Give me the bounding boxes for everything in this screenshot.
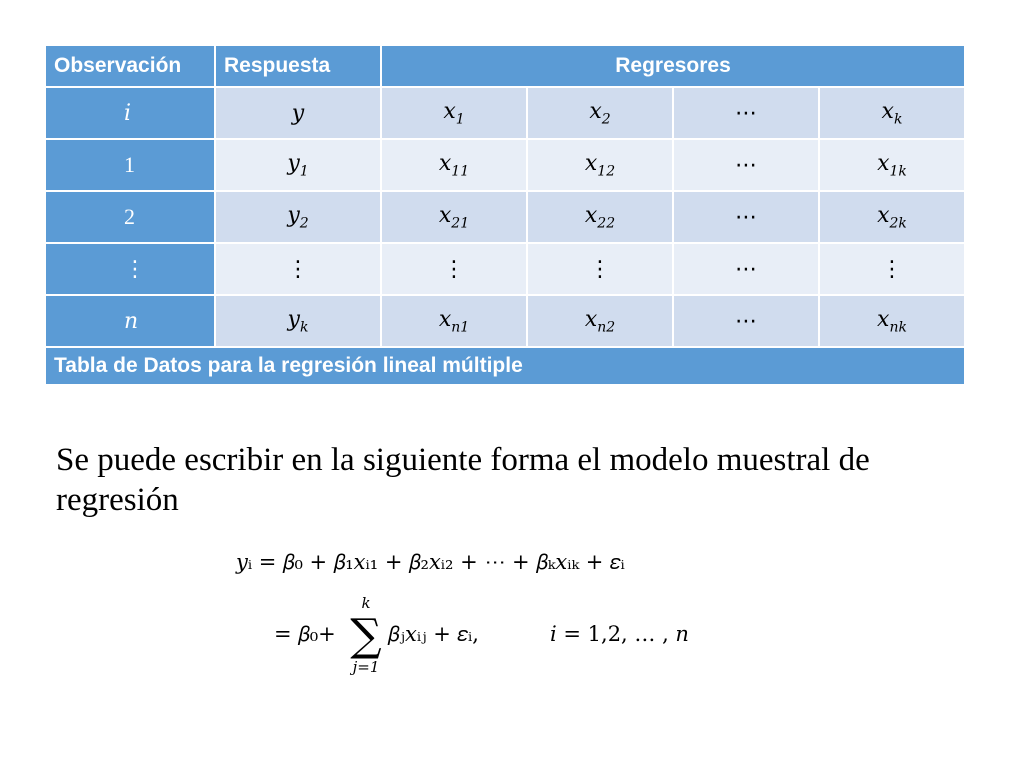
cell-ellipsis: ⋯ — [673, 295, 819, 347]
row-index: n — [45, 295, 215, 347]
cell-x1: $x_{21}$ — [381, 191, 527, 243]
cell-y: $y_2$ — [215, 191, 381, 243]
summation-lower-limit: j=1 — [352, 658, 380, 676]
cell-xk: $x_{2k}$ — [819, 191, 965, 243]
cell-ellipsis: ⋯ — [673, 243, 819, 295]
cell-x1: ⋮ — [381, 243, 527, 295]
table-row — [45, 295, 965, 347]
header-observacion: Observación — [45, 45, 215, 87]
cell-xk: $x_{1k}$ — [819, 139, 965, 191]
row-index: ⋮ — [45, 243, 215, 295]
summation-upper-limit: k — [361, 594, 371, 612]
regression-data-table — [44, 44, 966, 386]
cell-y: $y_1$ — [215, 139, 381, 191]
equation-index-range: 𝑖 = 1,2, … , 𝑛 — [550, 622, 689, 646]
cell-x2: $x_2$ — [527, 87, 673, 139]
cell-x2: $x_{22}$ — [527, 191, 673, 243]
cell-x1: $x_{n1}$ — [381, 295, 527, 347]
cell-ellipsis: ⋯ — [673, 139, 819, 191]
table-caption-row — [45, 347, 965, 385]
table-row — [45, 87, 965, 139]
cell-x2: $x_{12}$ — [527, 139, 673, 191]
summation-symbol: ∑ — [350, 610, 382, 661]
cell-x1: $x_{11}$ — [381, 139, 527, 191]
header-respuesta: Respuesta — [215, 45, 381, 87]
table-caption: Tabla de Datos para la regresión lineal múltiple — [45, 347, 965, 385]
cell-x2: $x_{n2}$ — [527, 295, 673, 347]
cell-ellipsis: ⋯ — [673, 87, 819, 139]
cell-xk: $x_k$ — [819, 87, 965, 139]
equation-line-2-right: 𝛽ⱼ𝑥ᵢⱼ + 𝜀ᵢ, — [388, 622, 479, 646]
row-index: i — [45, 87, 215, 139]
cell-xk: $x_{nk}$ — [819, 295, 965, 347]
cell-x2: ⋮ — [527, 243, 673, 295]
intro-text: Se puede escribir en la siguiente forma el modelo muestral de regresión — [56, 442, 870, 518]
row-index: 1 — [45, 139, 215, 191]
equation-line-1: 𝑦ᵢ = 𝛽₀ + 𝛽₁𝑥ᵢ₁ + 𝛽₂𝑥ᵢ₂ + ⋯ + 𝛽ₖ𝑥ᵢₖ + 𝜀ᵢ — [236, 550, 625, 574]
cell-x1: $x_1$ — [381, 87, 527, 139]
header-regresores: Regresores — [381, 45, 965, 87]
table-row — [45, 243, 965, 295]
cell-y: y — [215, 87, 381, 139]
cell-y: ⋮ — [215, 243, 381, 295]
summation — [346, 594, 386, 676]
cell-ellipsis: ⋯ — [673, 191, 819, 243]
row-index: 2 — [45, 191, 215, 243]
equation-line-2-left: = 𝛽₀+ — [274, 622, 336, 646]
table-row — [45, 191, 965, 243]
table-header-row — [45, 45, 965, 87]
cell-y: $y_k$ — [215, 295, 381, 347]
cell-xk: ⋮ — [819, 243, 965, 295]
table-row — [45, 139, 965, 191]
